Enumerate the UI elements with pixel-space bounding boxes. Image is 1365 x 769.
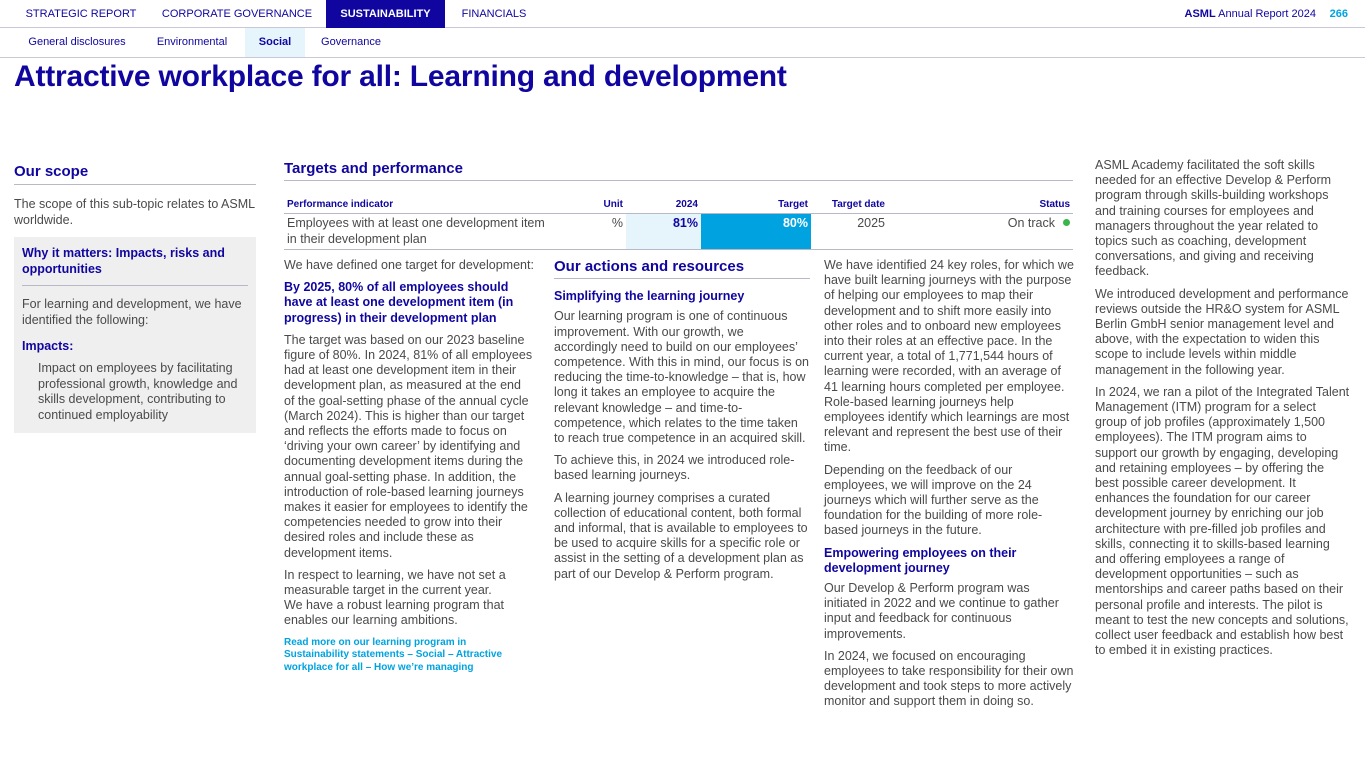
targets-section	[284, 160, 1073, 250]
status-text: On track	[1007, 216, 1055, 230]
subtab-social[interactable]: Social	[245, 28, 305, 57]
cell-status	[888, 214, 1073, 250]
academy-paragraph-1: ASML Academy facilitated the soft skills needed for an effective Develop & Perform program through skills-building workshops and training courses for employees and managers throughout the year related to topics such as coaching, development conversations, and giving and receiving feedback.	[1095, 158, 1332, 279]
academy-paragraph-2: We introduced development and performance reviews outside the HR&O system for ASML Berlin GmbH senior management level and above, with the expectation to widen this scope to include levels within middle management in the following year.	[1095, 286, 1349, 377]
subtab-environmental[interactable]: Environmental	[156, 36, 228, 48]
brand-subtitle: Annual Report 2024	[1215, 8, 1316, 20]
header-status: Status	[888, 197, 1073, 214]
tab-financials[interactable]: FINANCIALS	[461, 8, 527, 20]
cell-target: 80%	[701, 214, 811, 250]
page-title: Attractive workplace for all: Learning and development	[14, 60, 787, 93]
report-brand	[1185, 0, 1316, 29]
scope-column	[14, 163, 256, 433]
actions-heading: Our actions and resources	[554, 259, 810, 279]
key-roles-column	[824, 258, 1074, 717]
impacts-label: Impacts:	[22, 339, 74, 353]
actions-paragraph-1: Our learning program is one of continuous improvement. With our growth, we accordingly need to build on our employees’ competence. With this in mind, our focus is on reducing the time-to-knowledge – that is, how long it takes an employee to acquire the relevant knowledge – and time-to-competence, which relates to the time taken to reach true competence in an acquired skill.	[554, 309, 809, 446]
cell-target-date: 2025	[811, 214, 888, 250]
performance-table	[284, 197, 1073, 250]
header-performance-indicator: Performance indicator	[284, 197, 559, 214]
learning-journey-subheading: Simplifying the learning journey	[554, 289, 745, 304]
cell-value-2024: 81%	[626, 214, 701, 250]
learning-target-note: In respect to learning, we have not set a measurable target in the current year.	[284, 567, 506, 598]
table-row	[284, 214, 1073, 250]
read-more-link[interactable]: Read more on our learning program in Sustainability statements – Social – Attractive workplace for all – How we’re managing	[284, 636, 503, 673]
actions-paragraph-3: A learning journey comprises a curated collection of educational content, both formal and informal, that is available to employees to be used to acquire skills for a specific role or assist in the setting of a development plan as part of our Develop & Perform program.	[554, 490, 808, 581]
develop-perform-paragraph: Our Develop & Perform program was initiated in 2022 and we continue to gather input and feedback for continuous improvements.	[824, 581, 1059, 641]
academy-column	[1095, 158, 1351, 666]
subtab-general-disclosures[interactable]: General disclosures	[28, 36, 126, 48]
tab-strategic-report[interactable]: STRATEGIC REPORT	[25, 8, 137, 20]
encouraging-paragraph: In 2024, we focused on encouraging employees to take responsibility for their own development and took steps to more actively monitor and support them in doing so.	[824, 648, 1074, 709]
status-dot-icon	[1063, 219, 1070, 226]
target-text-column	[284, 258, 534, 674]
scope-text: The scope of this sub-topic relates to ASML worldwide.	[14, 197, 255, 227]
tab-corporate-governance[interactable]: CORPORATE GOVERNANCE	[161, 8, 313, 20]
actions-paragraph-2: To achieve this, in 2024 we introduced role-based learning journeys.	[554, 453, 795, 483]
cell-indicator: Employees with at least one development item in their development plan	[284, 214, 559, 250]
tab-sustainability[interactable]: SUSTAINABILITY	[326, 0, 445, 28]
target-explanation: The target was based on our 2023 baseline figure of 80%. In 2024, 81% of all employees had at least one development item in their development plan, as measured at the end of the goal-setting phase of the annual cycle (March 2024). This is higher than our target and reflects the efforts made to focus on ‘driving your own career’ by identifying and documenting development items during the annual goal-setting phase. In addition, the introduction of role-based learning journeys makes it easier for employees to identify the competencies needed to grow into their desired roles and include these as development items.	[284, 332, 533, 560]
brand-name: ASML	[1184, 8, 1216, 20]
key-roles-paragraph-1: We have identified 24 key roles, for which we have built learning journeys with the purpose of helping our employees to map their development and to shift more easily into other roles and to onboard new employees into their roles at an effective pace. In the current year, a total of 1,771,544 hours of learning were recorded, with an average of 41 learning hours completed per employee. Role-based learning journeys help employees identify which learnings are most relevant and represent the best use of their time.	[824, 258, 1074, 455]
key-roles-paragraph-2: Depending on the feedback of our employees, we will improve on the 24 journeys which will further serve as the foundation for the building of more role-based journeys in the future.	[824, 462, 1043, 538]
learning-program-note: We have a robust learning program that enables our learning ambitions.	[284, 598, 505, 628]
header-target-date: Target date	[811, 197, 888, 214]
cell-unit: %	[559, 214, 626, 250]
impact-item: Impact on employees by facilitating professional growth, knowledge and skills development, contributing to continued employability	[38, 361, 238, 422]
actions-column	[554, 259, 810, 589]
header-target: Target	[701, 197, 811, 214]
table-header-row	[284, 197, 1073, 214]
page-number: 266	[1329, 8, 1348, 20]
top-navigation	[0, 0, 1365, 28]
academy-paragraph-3: In 2024, we ran a pilot of the Integrated Talent Management (ITM) program for a select group of job profiles (approximately 1,500 employees). The ITM program aims to support our growth by engaging, developing and retaining employees – by offering the best possible career development. It enhances the foundation for our career development journey by enriching our job architecture with pre-filled job profiles and skills, connecting it to skills-based learning and offering employees a range of development opportunities – such as mentorships and career paths based on their personal profile and interests. The pilot is meant to test the new concepts and solutions, collect user feedback and establish how best to embed it in existing practices.	[1095, 384, 1350, 658]
header-2024: 2024	[626, 197, 701, 214]
why-it-matters-box	[14, 237, 256, 433]
scope-heading: Our scope	[14, 163, 256, 185]
why-it-matters-text: For learning and development, we have identified the following:	[22, 297, 242, 327]
sub-navigation	[0, 28, 1365, 58]
header-unit: Unit	[559, 197, 626, 214]
targets-heading: Targets and performance	[284, 160, 1073, 181]
target-intro: We have defined one target for development:	[284, 258, 534, 272]
empowering-subheading: Empowering employees on their development journey	[824, 545, 1017, 575]
subtab-governance[interactable]: Governance	[321, 36, 381, 48]
why-it-matters-title: Why it matters: Impacts, risks and opportunities	[22, 245, 248, 286]
target-statement: By 2025, 80% of all employees should have at least one development item (in progress) in their development plan	[284, 280, 514, 325]
